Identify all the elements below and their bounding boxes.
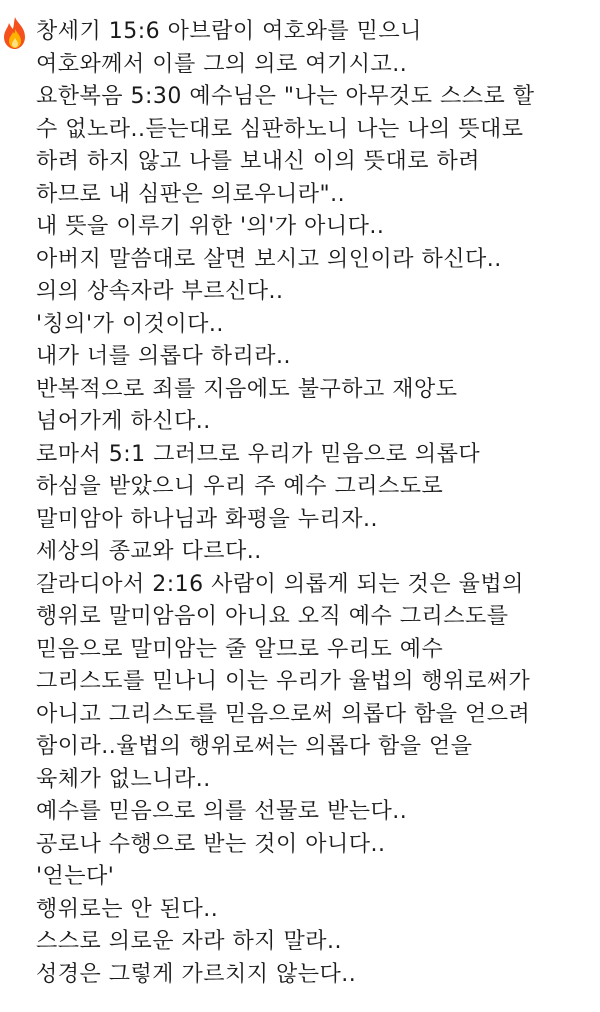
text-line: 스스로 의로운 자라 하지 말라.. [36,929,342,954]
text-line: 함이라..율법의 행위로써는 의롭다 함을 얻을 [36,734,473,759]
text-line: 믿음으로 말미암는 줄 알므로 우리도 예수 [36,636,444,662]
text-line: 반복적으로 죄를 지음에도 불구하고 재앙도 [36,376,458,402]
text-line: 세상의 종교와 다르다.. [36,539,262,564]
text-line: 내가 너를 의롭다 하리라.. [36,344,291,369]
text-line: 그리스도를 믿나니 이는 우리가 율법의 행위로써가 [36,669,531,694]
text-line: 수 없노라..듣는대로 심판하노니 나는 나의 뜻대로 [36,116,524,142]
text-line: 넘어가게 하신다.. [36,409,211,434]
text-line: 하심을 받았으니 우리 주 예수 그리스도로 [36,474,444,499]
text-line: 육체가 없느니라.. [36,766,211,792]
text-line: 예수를 믿음으로 의를 선물로 받는다.. [36,799,408,824]
text-line: 하려 하지 않고 나를 보내신 이의 뜻대로 하려 [36,149,480,174]
text-line: 내 뜻을 이루기 위한 '의'가 아니다.. [36,214,385,239]
note-text-body [36,16,596,991]
text-line: 요한복음 5:30 예수님은 "나는 아무것도 스스로 할 [36,84,535,109]
text-line: 갈라디아서 2:16 사람이 의롭게 되는 것은 율법의 [36,571,524,597]
fire-icon [0,16,30,50]
text-line: 의의 상속자라 부르신다.. [36,279,284,304]
text-line: '칭의'가 이것이다.. [36,311,224,337]
text-line: 공로나 수행으로 받는 것이 아니다.. [36,831,386,857]
text-line: '얻는다' [36,864,115,889]
text-line: 하므로 내 심판은 의로우니라".. [36,181,346,207]
text-line: 여호와께서 이를 그의 의로 여기시고.. [36,51,408,77]
text-line: 아버지 말씀대로 살면 보시고 의인이라 하신다.. [36,246,502,272]
text-line: 행위로 말미암음이 아니요 오직 예수 그리스도를 [36,604,509,629]
text-line: 아니고 그리스도를 믿음으로써 의롭다 함을 얻으려 [36,701,531,727]
text-line: 성경은 그렇게 가르치지 않는다.. [36,961,357,987]
text-line: 말미암아 하나님과 화평을 누리자.. [36,506,378,532]
text-line: 로마서 5:1 그러므로 우리가 믿음으로 의롭다 [36,441,481,467]
text-line: 창세기 15:6 아브람이 여호와를 믿으니 [36,19,422,44]
text-line: 행위로는 안 된다.. [36,896,219,922]
